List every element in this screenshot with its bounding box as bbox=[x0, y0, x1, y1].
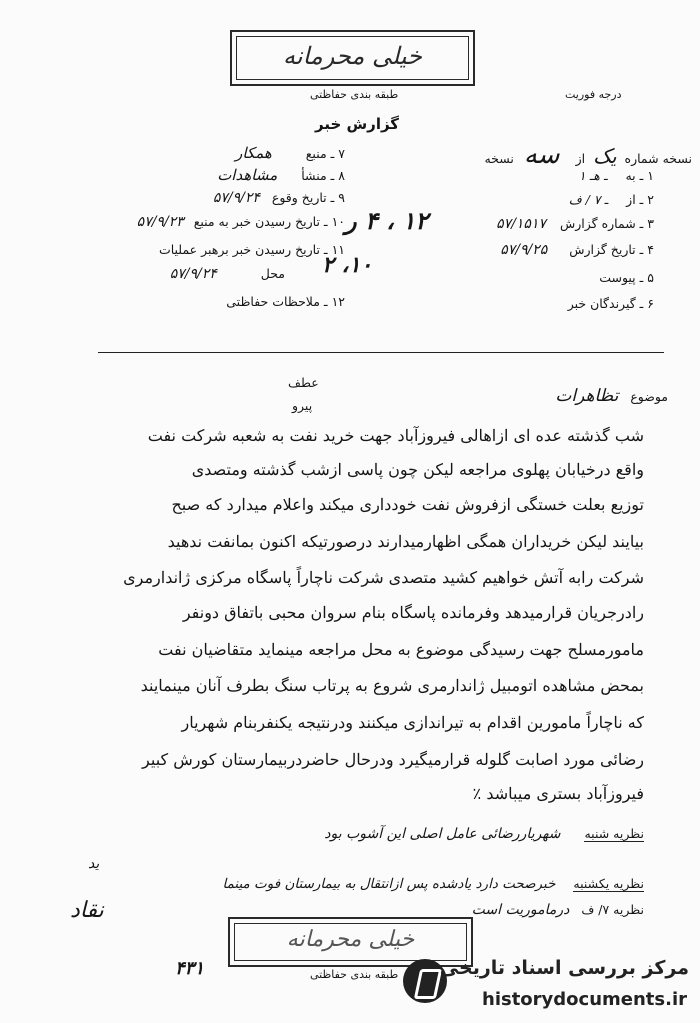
body-line: فیروزآباد بستری میباشد ٪ bbox=[472, 784, 644, 803]
opinion-note: ید bbox=[88, 856, 100, 872]
classification-stamp-top bbox=[230, 30, 475, 86]
field-report-date: ۴ ـ تاریخ گزارش ۵۷/۹/۲۵ bbox=[500, 242, 654, 258]
subject-label: موضوع bbox=[630, 389, 668, 404]
field-source-value: همکار bbox=[235, 144, 272, 162]
header-divider bbox=[98, 352, 664, 353]
subject-value: تظاهرات bbox=[555, 386, 619, 406]
opinion-row bbox=[324, 826, 644, 842]
handwritten-note-line2: ۱۰، ۲ bbox=[322, 252, 373, 278]
field-to-value: ـ هـ ۱ bbox=[578, 168, 608, 183]
opinion-text: شهریاررضائی عامل اصلی این آشوب بود bbox=[324, 826, 561, 842]
body-line: مامورمسلح جهت رسیدگی موضوع به محل مراجعه مینماید متقاضیان نفت bbox=[158, 640, 644, 659]
field-operations-date: ۱۱ ـ تاریخ رسیدن خبر برهبر عملیات bbox=[158, 242, 345, 257]
field-location-value: ۵۷/۹/۲۴ bbox=[169, 266, 217, 282]
field-origin: ۸ ـ منشأ مشاهدات bbox=[217, 166, 345, 184]
body-line: بیایند لیکن خریداران همگی اظهارمیدارند درصورتیکه اکنون بمانفت ندهید bbox=[167, 532, 644, 551]
copy-number-copies: نسخه bbox=[484, 151, 514, 166]
body-line: واقع درخیابان پهلوی مراجعه لیکن چون پاسی ازشب گذشته ومتصدی bbox=[191, 460, 644, 479]
field-to: ۱ ـ به ـ هـ ۱ bbox=[578, 168, 654, 183]
body-line: بمحض مشاهده اتومبیل ژاندارمری شروع به پرتاب سنگ بطرف آنان مینمایند bbox=[140, 676, 644, 695]
field-origin-value: مشاهدات bbox=[217, 166, 278, 184]
opinion-label: نظریه شنبه bbox=[584, 826, 644, 841]
field-report-number-value: ۵۷/۱۵۱۷ bbox=[496, 216, 546, 232]
reference-label: عطف bbox=[288, 375, 319, 390]
body-line: شب گذشته عده ای ازاهالی فیروزآباد جهت خرید نفت به شعبه شرکت نفت bbox=[147, 426, 644, 445]
classification-label-bottom: طبقه بندی حفاظتی bbox=[310, 968, 399, 981]
subject-row bbox=[555, 386, 668, 406]
stamp-top-text: خیلی محرمانه bbox=[283, 42, 422, 70]
field-location: محل ۵۷/۹/۲۴ bbox=[169, 266, 285, 282]
body-line: که ناچاراً مامورین اقدام به تیراندازی میکنند ودرنتیجه یکنفربنام شهریار bbox=[181, 713, 644, 732]
watermark-title: مرکز بررسی اسناد تاریخی bbox=[439, 957, 689, 979]
body-line: توزیع بعلت خستگی ازفروش نفت خودداری میکند واعلام میدارد که صبح bbox=[171, 495, 644, 514]
field-source: ۷ ـ منبع همکار bbox=[235, 144, 345, 162]
opinion-text: خبرصحت دارد یادشده پس ازانتقال به بیمارستان فوت مینما bbox=[222, 876, 556, 892]
field-source-date: ۱۰ ـ تاریخ رسیدن خبر به منبع ۵۷/۹/۲۳ bbox=[136, 214, 345, 230]
followup-label: پیرو bbox=[292, 398, 313, 413]
archive-watermark bbox=[395, 955, 695, 1019]
field-occurrence-date-value: ۵۷/۹/۲۴ bbox=[212, 190, 260, 206]
opinion-row bbox=[472, 902, 644, 918]
opinion-label: نظریه ۷/ ف bbox=[581, 902, 644, 917]
classification-label-top: طبقه بندی حفاظتی bbox=[310, 88, 399, 101]
watermark-url[interactable]: historydocuments.ir bbox=[482, 989, 687, 1010]
copy-number-of: از bbox=[575, 151, 586, 166]
copy-number-value: یک bbox=[593, 144, 617, 168]
copy-number-total: سه bbox=[523, 140, 560, 170]
opinion-text: درماموریت است bbox=[471, 902, 570, 918]
body-line: رادرجریان قرارمیدهد وفرمانده پاسگاه بنام سروان محبی باتفاق دونفر bbox=[182, 603, 644, 622]
page-number: ۴۳۱ bbox=[175, 958, 205, 979]
field-source-date-value: ۵۷/۹/۲۳ bbox=[136, 214, 184, 230]
copy-number-label: نسخه شماره bbox=[624, 151, 692, 166]
body-line: رضائی مورد اصابت گلوله قرارمیگیرد ودرحال حاضردربیمارستان کورش کبیر bbox=[142, 750, 644, 769]
field-from: ۲ ـ از ـ ۷ / ف bbox=[568, 192, 654, 207]
urgency-label: درجه فوریت bbox=[565, 88, 622, 101]
field-occurrence-date: ۹ ـ تاریخ وقوع ۵۷/۹/۲۴ bbox=[212, 190, 345, 206]
stamp-bottom-text: خیلی محرمانه bbox=[286, 927, 415, 952]
field-report-date-value: ۵۷/۹/۲۵ bbox=[500, 242, 548, 258]
field-security-notes: ۱۲ ـ ملاحظات حفاظتی bbox=[226, 294, 345, 309]
body-line: شرکت رابه آتش خواهیم کشید متصدی شرکت ناچاراً پاسگاه مرکزی ژاندارمری bbox=[123, 568, 644, 587]
opinion-label: نظریه یکشنبه bbox=[573, 876, 644, 891]
field-report-number: ۳ ـ شماره گزارش ۵۷/۱۵۱۷ bbox=[496, 216, 654, 232]
signature: نقاد bbox=[70, 898, 104, 923]
report-title: گزارش خبر bbox=[315, 115, 400, 133]
field-from-value: ـ ۷ / ف bbox=[568, 192, 609, 207]
copy-number-row bbox=[484, 140, 692, 170]
field-recipients: ۶ ـ گیرندگان خبر bbox=[567, 296, 654, 311]
opinion-row bbox=[222, 876, 644, 892]
handwritten-note-line1: ۱۲ ، ۴ ر bbox=[345, 206, 429, 235]
field-attachment: ۵ ـ پیوست bbox=[599, 270, 654, 285]
